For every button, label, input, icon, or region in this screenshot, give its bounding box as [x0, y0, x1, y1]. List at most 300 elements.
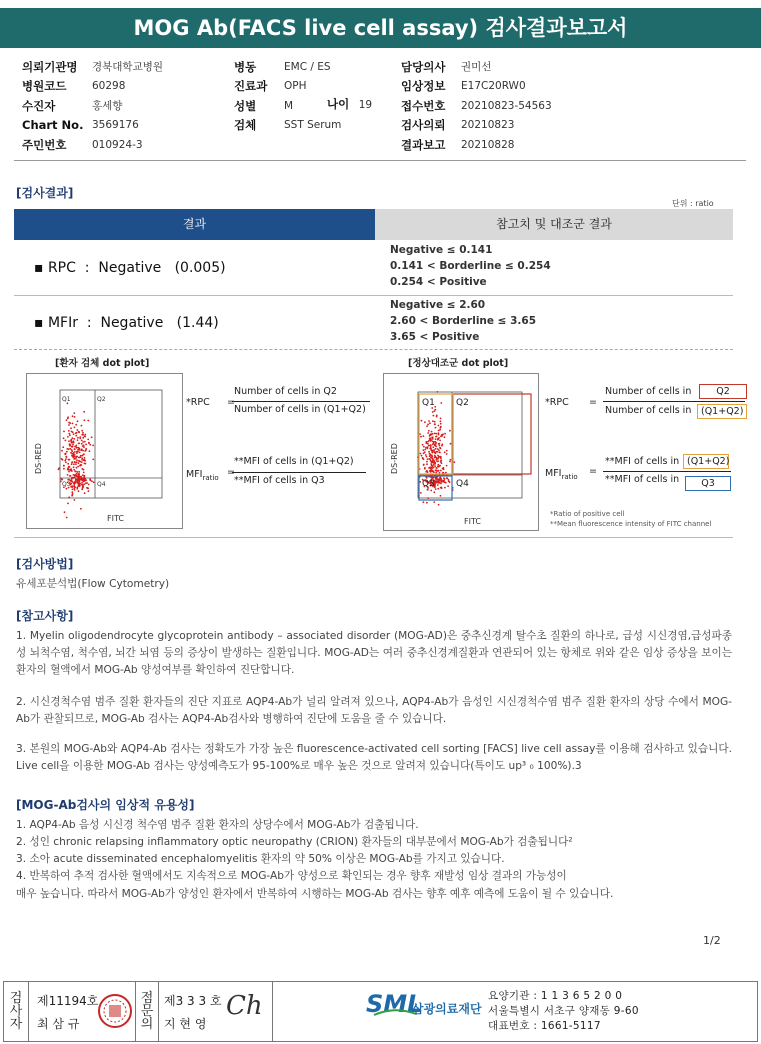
scatter-dot	[82, 450, 84, 452]
scatter-dot	[429, 454, 431, 456]
scatter-dot	[426, 502, 428, 504]
scatter-dot	[433, 441, 435, 443]
scatter-dot	[73, 441, 75, 443]
info-key: 성별	[234, 98, 257, 113]
clinical-item: 1. AQP4-Ab 음성 시신경 척수염 범주 질환 환자의 상당수에서 MOG-Ab가 검출됩니다.	[16, 819, 419, 831]
scatter-dot	[79, 481, 81, 483]
scatter-dot	[74, 499, 76, 501]
rpc-numerator-prefix: Number of cells in	[605, 386, 692, 397]
tester-label	[4, 982, 29, 1041]
scatter-dot	[65, 458, 67, 460]
scatter-dot	[430, 444, 432, 446]
scatter-dot	[425, 447, 427, 449]
scatter-dot	[68, 440, 70, 442]
scatter-dot	[65, 440, 67, 442]
scatter-dot	[89, 479, 91, 481]
scatter-dot	[75, 463, 77, 465]
scatter-dot	[432, 420, 434, 422]
mfi-text: MFI	[186, 469, 203, 480]
scatter-dot	[92, 445, 94, 447]
control-plot-title: [정상대조군 dot plot]	[408, 358, 509, 369]
scatter-dot	[428, 420, 430, 422]
method-text: 유세포분석법(Flow Cytometry)	[16, 578, 170, 590]
scatter-dot	[430, 433, 432, 435]
rpc-label: *RPC	[545, 397, 569, 408]
scatter-dot	[442, 472, 444, 474]
scatter-dot	[89, 444, 91, 446]
mfi-denominator-prefix: **MFI of cells in	[605, 474, 680, 485]
scatter-dot	[430, 446, 432, 448]
scatter-dot	[435, 443, 437, 445]
lab-info-line: 대표번호 : 1661-5117	[488, 1020, 601, 1032]
scatter-dot	[73, 469, 75, 471]
scatter-dot	[428, 445, 430, 447]
scatter-dot	[432, 411, 434, 413]
scatter-dot	[435, 482, 437, 484]
scatter-dot	[60, 478, 62, 480]
quadrant-label: Q3	[62, 481, 71, 488]
scatter-dot	[441, 487, 443, 489]
notes-title: [참고사항]	[16, 609, 74, 623]
info-key: 임상정보	[401, 79, 446, 94]
label-char: 의	[140, 1017, 154, 1032]
scatter-dot	[78, 474, 80, 476]
q1q2-box: (Q1+Q2)	[697, 404, 747, 419]
note-paragraph: 3. 본원의 MOG-Ab와 AQP4-Ab 검사는 정확도가 가장 높은 fluorescence-activated cell sorting [FACS] live cell assay를 이용해 검사하고 있습니다. Live cell을 이용한 MOG-Ab 검사는 양성예측도가 95-100%로 매우 높은 것으로 알려져 있습니다(특이도 up³ ₀ 100%).3	[16, 743, 732, 772]
scatter-dot	[423, 449, 425, 451]
scatter-dot	[73, 487, 75, 489]
scatter-dot	[85, 482, 87, 484]
scatter-dot	[433, 467, 435, 469]
scatter-dot	[80, 508, 82, 510]
y-axis-label: DS-RED	[390, 443, 399, 474]
scatter-dot	[67, 468, 69, 470]
scatter-dot	[434, 465, 436, 467]
tester-license: 제11194호	[37, 994, 99, 1008]
scatter-dot	[421, 455, 423, 457]
scatter-dot	[446, 465, 448, 467]
scatter-dot	[439, 481, 441, 483]
reference-mfir	[390, 297, 536, 345]
scatter-dot	[437, 478, 439, 480]
info-value: EMC / ES	[284, 60, 331, 73]
scatter-dot	[427, 489, 429, 491]
scatter-dot	[72, 431, 74, 433]
scatter-dot	[434, 423, 436, 425]
q2-box: Q2	[699, 384, 747, 399]
scatter-dot	[74, 446, 76, 448]
scatter-dot	[77, 471, 79, 473]
quadrant-label: Q2	[97, 396, 106, 403]
scatter-dot	[427, 458, 429, 460]
result-column-header: 결과	[14, 209, 375, 240]
scatter-dot	[437, 488, 439, 490]
scatter-dot	[434, 409, 436, 411]
scatter-dot	[424, 421, 426, 423]
reference-column-header: 참고치 및 대조군 결과	[375, 209, 733, 240]
equals-sign: =	[589, 466, 597, 477]
scatter-dot	[450, 443, 452, 445]
mfi-denominator: **MFI of cells in Q3	[234, 475, 325, 486]
scatter-dot	[429, 422, 431, 424]
scatter-dot	[82, 432, 84, 434]
scatter-dot	[427, 443, 429, 445]
info-row	[234, 96, 341, 116]
scatter-dot	[84, 450, 86, 452]
scatter-dot	[76, 481, 78, 483]
scatter-dot	[431, 464, 433, 466]
scatter-dot	[430, 490, 432, 492]
scatter-dot	[68, 448, 70, 450]
q3-box: Q3	[685, 476, 731, 491]
scatter-dot	[428, 451, 430, 453]
scatter-dot	[93, 481, 95, 483]
scatter-dot	[87, 420, 89, 422]
scatter-dot	[436, 458, 438, 460]
info-row	[401, 135, 552, 155]
mfi-numerator-prefix: **MFI of cells in	[605, 456, 680, 467]
mfi-sub: ratio	[202, 473, 219, 482]
scatter-dot	[440, 459, 442, 461]
scatter-dot	[432, 450, 434, 452]
scatter-dot	[423, 435, 425, 437]
info-row	[401, 57, 552, 77]
info-key: 병동	[234, 59, 257, 74]
info-value: 홍세향	[92, 100, 123, 113]
info-value: OPH	[284, 80, 307, 93]
info-key: 주민번호	[22, 137, 67, 152]
scatter-dot	[82, 474, 84, 476]
label-char: 자	[9, 1017, 23, 1032]
scatter-dot	[425, 454, 427, 456]
scatter-dot	[435, 472, 437, 474]
scatter-dot	[63, 437, 65, 439]
scatter-dot	[68, 424, 70, 426]
scatter-dot	[430, 459, 432, 461]
footnote: *Ratio of positive cell	[550, 510, 625, 518]
scatter-dot	[81, 480, 83, 482]
scatter-dot	[433, 415, 435, 417]
scatter-dot	[431, 471, 433, 473]
scatter-dot	[75, 432, 77, 434]
patient-dot-plot	[26, 373, 183, 529]
scatter-dot	[82, 441, 84, 443]
lab-info-line: 요양기관 : 1 1 3 6 5 2 0 0	[488, 990, 623, 1002]
scatter-dot	[83, 472, 85, 474]
scatter-dot	[68, 433, 70, 435]
scatter-dot	[69, 434, 71, 436]
sml-logo: SML	[366, 990, 423, 1018]
scatter-dot	[437, 460, 439, 462]
info-row	[234, 116, 341, 136]
scatter-dot	[430, 467, 432, 469]
scatter-dot	[73, 463, 75, 465]
scatter-dot	[431, 437, 433, 439]
scatter-dot	[422, 457, 424, 459]
scatter-dot	[78, 490, 80, 492]
age-value: 19	[358, 99, 373, 111]
scatter-dot	[66, 517, 68, 519]
equals-sign: =	[227, 467, 235, 478]
scatter-dot	[434, 463, 436, 465]
scatter-dot	[435, 427, 437, 429]
scatter-dot	[79, 460, 81, 462]
scatter-dot	[72, 437, 74, 439]
scatter-dot	[439, 427, 441, 429]
mfi-text: MFI	[545, 468, 562, 479]
fraction-bar	[232, 401, 370, 402]
scatter-dot	[79, 448, 81, 450]
mfi-sub: ratio	[561, 472, 578, 481]
quadrant-label: Q3	[422, 479, 435, 489]
ref-line: 2.60 < Borderline ≤ 3.65	[390, 315, 537, 327]
scatter-dot	[79, 438, 81, 440]
scatter-dot	[438, 456, 440, 458]
scatter-dot	[432, 459, 434, 461]
scatter-dot	[71, 478, 73, 480]
ref-line: 0.254 < Positive	[390, 276, 487, 288]
scatter-dot	[439, 478, 441, 480]
result-row-rpc	[14, 240, 733, 295]
x-axis-label: FITC	[107, 514, 124, 523]
info-col-1	[22, 57, 163, 155]
equals-sign: =	[589, 397, 597, 408]
scatter-dot	[71, 486, 73, 488]
scatter-dot	[77, 466, 79, 468]
scatter-dot	[82, 484, 84, 486]
divider	[14, 349, 733, 350]
scatter-dot	[444, 478, 446, 480]
scatter-dot	[430, 440, 432, 442]
info-key: Chart No.	[22, 118, 84, 133]
logo-subtitle: 삼광의료재단	[412, 1002, 482, 1016]
scatter-dot	[446, 477, 448, 479]
scatter-dot	[444, 451, 446, 453]
control-dot-plot-svg	[384, 374, 538, 530]
scatter-dot	[69, 445, 71, 447]
scatter-dot	[437, 470, 439, 472]
info-row	[401, 77, 552, 97]
scatter-dot	[435, 448, 437, 450]
ref-line: 3.65 < Positive	[390, 331, 480, 343]
scatter-dot	[430, 448, 432, 450]
quadrant-label: Q4	[456, 479, 469, 489]
scatter-dot	[78, 471, 80, 473]
scatter-dot	[76, 456, 78, 458]
divider	[14, 537, 733, 538]
scatter-dot	[423, 446, 425, 448]
rpc-label: *RPC	[186, 397, 210, 408]
results-section-title: [검사결과]	[16, 186, 74, 200]
scatter-dot	[68, 430, 70, 432]
scatter-dot	[435, 478, 437, 480]
divider	[14, 160, 746, 161]
scatter-dot	[445, 472, 447, 474]
scatter-dot	[74, 448, 76, 450]
scatter-dot	[427, 424, 429, 426]
scatter-dot	[448, 480, 450, 482]
scatter-dot	[429, 438, 431, 440]
scatter-dot	[78, 476, 80, 478]
rpc-denominator-prefix: Number of cells in	[605, 405, 692, 416]
scatter-dot	[84, 441, 86, 443]
scatter-dot	[79, 485, 81, 487]
scatter-dot	[436, 436, 438, 438]
scatter-dot	[443, 481, 445, 483]
note-paragraph: 2. 시신경척수염 범주 질환 환자들의 진단 지표로 AQP4-Ab가 널리 알려져 있으나, AQP4-Ab가 음성인 시신경척수염 범주 질환 환자의 상당 수에서 MOG-Ab가 관찰되므로, MOG-Ab 검사는 AQP4-Ab검사와 병행하여 진단에 도움을 줄 수 있습니다.	[16, 696, 732, 725]
scatter-dot	[439, 443, 441, 445]
info-row	[401, 116, 552, 136]
ref-line: Negative ≤ 2.60	[390, 299, 486, 311]
scatter-dot	[67, 436, 69, 438]
scatter-dot	[447, 485, 449, 487]
scatter-dot	[435, 438, 437, 440]
scatter-dot	[80, 476, 82, 478]
scatter-dot	[69, 475, 71, 477]
x-axis-label: FITC	[464, 517, 481, 526]
scatter-dot	[436, 416, 438, 418]
scatter-dot	[444, 487, 446, 489]
scatter-dot	[423, 501, 425, 503]
scatter-dot	[74, 416, 76, 418]
scatter-dot	[65, 453, 67, 455]
scatter-dot	[62, 459, 64, 461]
scatter-dot	[68, 422, 70, 424]
scatter-dot	[76, 461, 78, 463]
scatter-dot	[71, 450, 73, 452]
scatter-dot	[88, 442, 90, 444]
scatter-dot	[73, 433, 75, 435]
scatter-dot	[83, 444, 85, 446]
scatter-dot	[424, 449, 426, 451]
scatter-dot	[420, 453, 422, 455]
scatter-dot	[85, 463, 87, 465]
scatter-dot	[91, 436, 93, 438]
doctor-license: 제3 3 3 호	[164, 994, 222, 1008]
scatter-dot	[446, 450, 448, 452]
scatter-dot	[64, 511, 66, 513]
result-mfir: ▪ MFIr : Negative (1.44)	[34, 315, 219, 331]
scatter-dot	[427, 441, 429, 443]
scatter-dot	[434, 452, 436, 454]
info-col-3	[401, 57, 552, 155]
reference-rpc	[390, 242, 551, 290]
clinical-item: 매우 높습니다. 따라서 MOG-Ab가 양성인 환자에서 반복하여 시행하는 MOG-Ab 검사는 향후 예후 예측에 도움이 될 수 있습니다.	[16, 888, 614, 900]
scatter-dot	[420, 436, 422, 438]
scatter-dot	[440, 456, 442, 458]
scatter-dot	[81, 430, 83, 432]
scatter-dot	[442, 433, 444, 435]
info-key: 접수번호	[401, 98, 446, 113]
scatter-dot	[439, 440, 441, 442]
scatter-dot	[440, 470, 442, 472]
clinical-title: [MOG-Ab검사의 임상적 유용성]	[16, 798, 195, 812]
scatter-dot	[434, 457, 436, 459]
scatter-dot	[432, 446, 434, 448]
label-char: 문	[140, 1004, 154, 1019]
scatter-dot	[435, 488, 437, 490]
scatter-dot	[72, 444, 74, 446]
scatter-dot	[87, 439, 89, 441]
info-value: 경북대학교병원	[92, 61, 164, 74]
scatter-dot	[449, 430, 451, 432]
quadrant-label: Q4	[97, 481, 106, 488]
info-value: M	[284, 99, 294, 112]
scatter-dot	[435, 467, 437, 469]
scatter-dot	[424, 468, 426, 470]
scatter-dot	[420, 492, 422, 494]
scatter-dot	[426, 470, 428, 472]
fraction-bar	[232, 472, 366, 473]
info-key: 수진자	[22, 98, 56, 113]
info-row	[22, 96, 163, 116]
info-col-2	[234, 57, 341, 135]
scatter-dot	[69, 466, 71, 468]
scatter-dot	[446, 453, 448, 455]
scatter-dot	[434, 433, 436, 435]
scatter-dot	[67, 418, 69, 420]
scatter-dot	[75, 478, 77, 480]
info-row	[22, 77, 163, 97]
label-char: 점	[140, 991, 154, 1006]
scatter-dot	[92, 459, 94, 461]
patient-dot-plot-svg	[27, 374, 182, 528]
info-key: 결과보고	[401, 137, 446, 152]
scatter-dot	[421, 420, 423, 422]
unit-label: 단위 : ratio	[672, 199, 714, 208]
scatter-dot	[71, 463, 73, 465]
scatter-dot	[438, 466, 440, 468]
scatter-dot	[73, 485, 75, 487]
scatter-dot	[88, 484, 90, 486]
doctor-name: 지 현 영	[164, 1017, 207, 1031]
scatter-dot	[426, 463, 428, 465]
scatter-dot	[88, 490, 90, 492]
patient-info	[22, 57, 742, 157]
quadrant-label: Q2	[456, 398, 469, 408]
scatter-dot	[81, 482, 83, 484]
age-field	[327, 96, 372, 112]
scatter-dot	[63, 468, 65, 470]
info-key: 담당의사	[401, 59, 446, 74]
scatter-dot	[437, 391, 439, 393]
scatter-dot	[77, 437, 79, 439]
scatter-dot	[79, 452, 81, 454]
mfi-label	[545, 468, 578, 481]
scatter-dot	[74, 461, 76, 463]
info-row	[234, 77, 341, 97]
clinical-item: 2. 성인 chronic relapsing inflammatory optic neuropathy (CRION) 환자들의 대부분에서 MOG-Ab가 검출됩니다²	[16, 836, 573, 848]
scatter-dot	[91, 480, 93, 482]
scatter-dot	[81, 443, 83, 445]
info-key: 검체	[234, 118, 257, 133]
scatter-dot	[73, 453, 75, 455]
scatter-dot	[427, 497, 429, 499]
doctor-signature: Ch	[226, 991, 263, 1021]
scatter-dot	[444, 433, 446, 435]
scatter-dot	[444, 436, 446, 438]
scatter-dot	[445, 482, 447, 484]
info-key: 의뢰기관명	[22, 59, 78, 74]
clinical-item: 3. 소아 acute disseminated encephalomyelitis 환자의 약 50% 이상은 MOG-Ab를 가지고 있습니다.	[16, 853, 505, 865]
y-axis-label: DS-RED	[34, 443, 43, 474]
scatter-dot	[438, 504, 440, 506]
scatter-dot	[428, 430, 430, 432]
scatter-dot	[80, 449, 82, 451]
info-value: SST Serum	[284, 119, 342, 132]
scatter-dot	[72, 415, 74, 417]
info-row	[401, 96, 552, 116]
